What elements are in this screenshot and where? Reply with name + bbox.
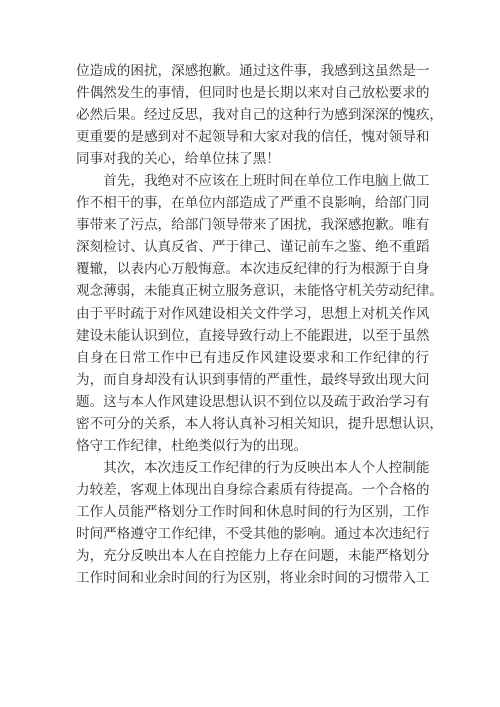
text-line: 位造成的困扰，深感抱歉。通过这件事，我感到这虽然是一: [76, 63, 430, 79]
text-line: 自身在日常工作中已有违反作风建设要求和工作纪律的行: [76, 349, 429, 366]
paragraph: [76, 457, 429, 589]
text-line: 时间严格遵守工作纪律，不受其他的影响。通过本次违纪行: [76, 525, 430, 542]
text-line: 事带来了污点，给部门领导带来了困扰，我深感抱歉。唯有: [76, 217, 430, 234]
text-line: 必然后果。经过反思，我对自己的这种行为感到深深的愧疚，: [76, 107, 444, 124]
text-line: 由于平时疏于对作风建设相关文件学习，思想上对机关作风: [76, 305, 430, 322]
text-line: 深刻检讨、认真反省、严于律己、谨记前车之鉴、绝不重蹈: [76, 239, 430, 256]
text-line: 为，而自身却没有认识到事情的严重性，最终导致出现大问: [76, 371, 430, 388]
text-line: 为，充分反映出本人在自控能力上存在问题，未能严格划分: [76, 548, 430, 565]
text-line: 件偶然发生的事情，但同时也是长期以来对自己放松要求的: [76, 85, 430, 102]
text-line: 建设未能认识到位，直接导致行动上不能跟进，以至于虽然: [76, 327, 430, 344]
paragraph: [76, 170, 444, 457]
text-line: 题。这与本人作风建设思想认识不到位以及疏于政治学习有: [76, 393, 430, 410]
text-line: 恪守工作纪律，杜绝类似行为的出现。: [76, 437, 308, 454]
text-line: 力较差，客观上体现出自身综合素质有待提高。一个合格的: [76, 481, 430, 498]
text-line: 工作人员能严格划分工作时间和休息时间的行为区别，工作: [76, 503, 430, 520]
text-line: 密不可分的关系，本人将认真补习相关知识，提升思想认识，: [76, 415, 444, 432]
text-line: 工作时间和业余时间的行为区别，将业余时间的习惯带入工: [76, 570, 430, 587]
text-line: 同事对我的关心，给单位抹了黑！: [76, 151, 280, 168]
text-line: 更重要的是感到对不起领导和大家对我的信任，愧对领导和: [76, 129, 430, 146]
document-body: [76, 60, 444, 589]
text-line: 覆辙，以表内心万般悔意。本次违反纪律的行为根源于自身: [76, 261, 430, 278]
text-line: 作不相干的事，在单位内部造成了严重不良影响，给部门同: [76, 195, 430, 212]
text-line: 观念薄弱，未能真正树立服务意识，未能恪守机关劳动纪律。: [76, 283, 444, 300]
text-line: 首先，我绝对不应该在上班时间在单位工作电脑上做工: [76, 173, 430, 190]
paragraph: [76, 60, 444, 170]
text-line: 其次，本次违反工作纪律的行为反映出本人个人控制能: [76, 459, 430, 476]
